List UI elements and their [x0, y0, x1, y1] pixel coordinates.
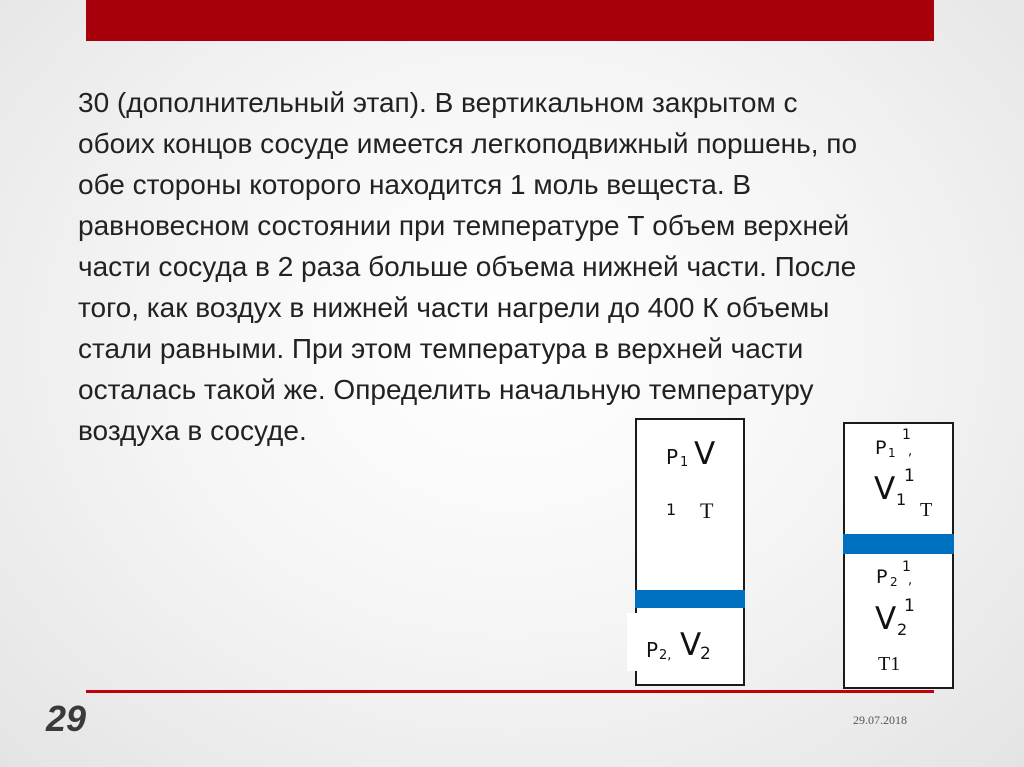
problem-line-3: обе стороны которого находится 1 моль вещеста. В [78, 169, 752, 200]
problem-line-7: стали равными. При этом температура в верхней части [78, 333, 804, 364]
problem-line-2: обоих концов сосуде имеется легкоподвижный поршень, по [78, 128, 858, 159]
piston-initial [635, 590, 745, 608]
vessel-final-state [843, 422, 954, 689]
problem-line-4: равновесном состоянии при температуре Т объем верхней [78, 210, 850, 241]
problem-line-6: того, как воздух в нижней части нагрели до 400 К объемы [78, 292, 830, 323]
vessel-a-top-v: V [694, 436, 716, 472]
vessel-b-top-p-sub: 1 [888, 446, 896, 460]
vessel-a-bottom-p: P [646, 638, 659, 662]
vessel-a-bottom-p-sub: 2, [659, 648, 672, 663]
vessel-b-bottom-p-comma: , [908, 573, 913, 588]
slide-number: 29 [46, 698, 87, 739]
vessel-b-top-p: P [875, 437, 887, 459]
vessel-b-top-p-comma: , [908, 444, 913, 459]
vessel-b-bottom-p: P [876, 566, 888, 588]
problem-statement [78, 82, 958, 451]
vessel-a-bottom-v-sub: 2 [700, 644, 711, 664]
vessel-b-top-v-sub: 1 [896, 490, 907, 509]
footer-divider [86, 690, 934, 693]
vessel-b-top-v: V [874, 471, 896, 507]
vessel-a-top-p-sub: 1 [680, 455, 689, 470]
title-accent-bar [86, 0, 934, 41]
vessel-b-top-p-sup: 1 [902, 427, 911, 443]
vessel-b-bottom-p-sup: 1 [902, 559, 911, 575]
vessel-a-bottom-v: V [680, 627, 702, 663]
vessel-b-bottom-v-sup: 1 [904, 596, 915, 616]
slide-date: 29.07.2018 [853, 713, 907, 727]
vessel-b-bottom-v-sub: 2 [897, 620, 908, 639]
vessel-b-top-v-sup: 1 [904, 466, 915, 486]
vessel-b-bottom-p-sub: 2 [890, 575, 898, 589]
vessel-a-top-t: T [700, 498, 714, 523]
piston-final [843, 534, 954, 554]
vessel-b-bottom-v: V [875, 601, 897, 637]
problem-line-8: осталась такой же. Определить начальную температуру [78, 374, 814, 405]
problem-line-5: части сосуда в 2 раза больше объема нижней части. После [78, 251, 857, 282]
vessel-a-top-v-sub: 1 [666, 500, 677, 519]
problem-line-9: воздуха в сосуде. [78, 415, 307, 446]
problem-line-1: 30 (дополнительный этап). В вертикальном закрытом с [78, 87, 798, 118]
vessel-b-bottom-t: T1 [878, 653, 901, 675]
vessel-b-top-t: T [920, 499, 933, 521]
vessel-a-top-p: P [666, 445, 679, 469]
